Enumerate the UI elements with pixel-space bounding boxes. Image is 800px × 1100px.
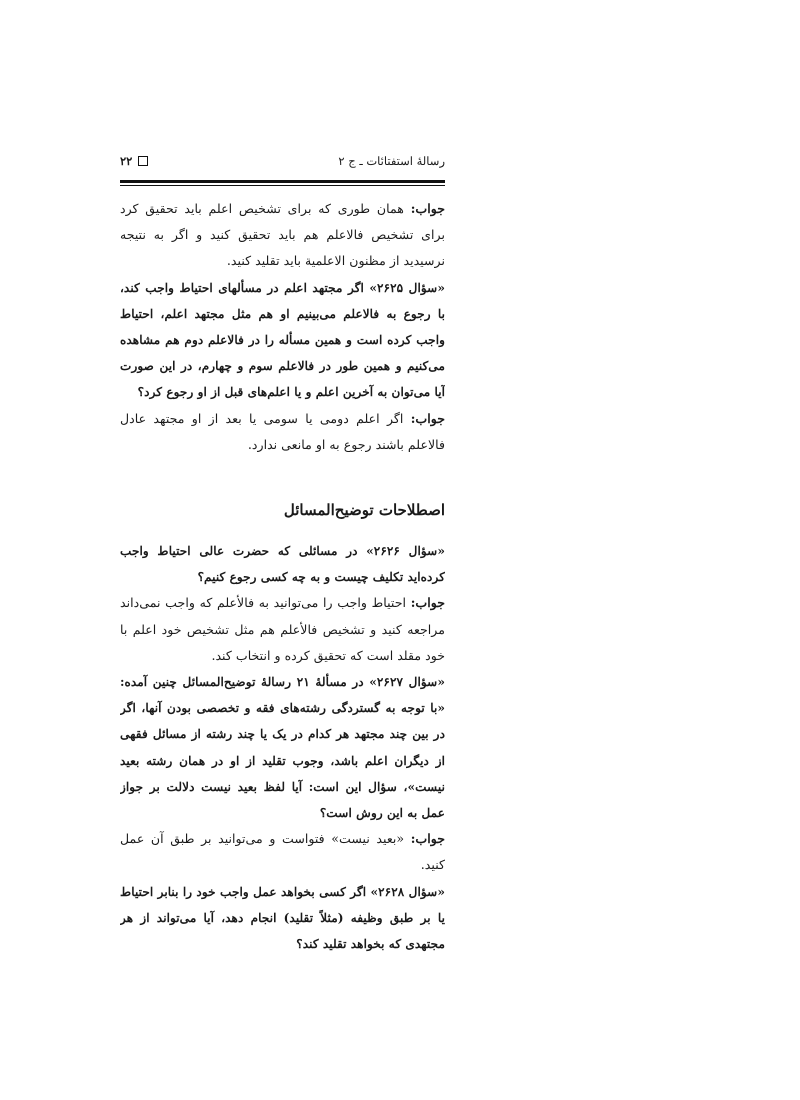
answer-2626: [120, 590, 445, 669]
header-rule-thin: [120, 185, 445, 186]
answer-2624: [120, 196, 445, 275]
answer-text: «بعید نیست» فتواست و می‌توانید بر طبق آن عمل کنید.: [120, 831, 445, 873]
document-page: [120, 150, 445, 1100]
answer-text: اگر اعلم دومی یا سومی یا بعد از او مجتهد عادل فالاعلم باشند رجوع به او مانعی ندارد.: [120, 410, 445, 452]
square-ornament-icon: [138, 156, 148, 166]
answer-2625: [120, 406, 445, 458]
page-body: [120, 196, 445, 957]
header-rule-thick: [120, 180, 445, 183]
answer-label: جواب:: [410, 410, 445, 426]
page-header: [120, 150, 445, 172]
question-2625: «سؤال ۲۶۲۵» اگر مجتهد اعلم در مسألهای احتیاط واجب کند، با رجوع به فالاعلم می‌بینیم او هم مثل مجتهد اعلم، احتیاط واجب کرده است و همین مسأله را در فالاعلم دوم هم مشاهده می‌کنیم و همین طور در فالاعلم سوم و چهارم، در این صورت آیا می‌توان به آخرین اعلم و یا اعلم‌های قبل از او رجوع کرد؟: [120, 280, 445, 400]
page-number: ۲۲: [120, 154, 133, 168]
running-title: رسالهٔ استفتائات ـ ج ۲: [338, 154, 445, 168]
answer-2627: [120, 826, 445, 878]
answer-label: جواب:: [410, 595, 445, 611]
answer-label: جواب:: [410, 201, 445, 216]
question-2628: «سؤال ۲۶۲۸» اگر کسی بخواهد عمل واجب خود را بنابر احتیاط یا بر طبق وظیفه (مثلاً تقلید) انجام دهد، آیا می‌تواند از هر مجتهدی که بخواهد تقلید کند؟: [120, 884, 445, 952]
answer-text: همان طوری که برای تشخیص اعلم باید تحقیق کرد برای تشخیص فالاعلم هم باید تحقیق کنید و اگر به نتیجه نرسیدید از مظنون الاعلمیة باید تقلید کنید.: [120, 201, 445, 269]
question-2627: «سؤال ۲۶۲۷» در مسألهٔ ۲۱ رسالهٔ توضیح‌المسائل چنین آمده: «با توجه به گستردگی رشته‌های فقه و تخصصی بودن آنها، اگر در بین چند مجتهد هر کدام در یک یا چند رشته از مسائل فقهی از دیگران اعلم باشد، وجوب تقلید از او در همان رشته بعید نیست»، سؤال این است: آیا لفظ بعید نیست دلالت بر جواز عمل به این روش است؟: [120, 675, 445, 821]
question-2626: «سؤال ۲۶۲۶» در مسائلی که حضرت عالی احتیاط واجب کرده‌اید تکلیف چیست و به چه کسی رجوع کنیم؟: [120, 544, 445, 585]
answer-label: جواب:: [410, 831, 445, 847]
answer-text: احتیاط واجب را می‌توانید به فالأعلم که واجب نمی‌داند مراجعه کنید و تشخیص فالأعلم هم مثل تشخیص خود اعلم با خود مقلد است که تحقیق کرده و انتخاب کند.: [120, 595, 445, 663]
header-page-number-group: [120, 154, 148, 168]
section-heading: اصطلاحات توضیح‌المسائل: [283, 501, 445, 520]
